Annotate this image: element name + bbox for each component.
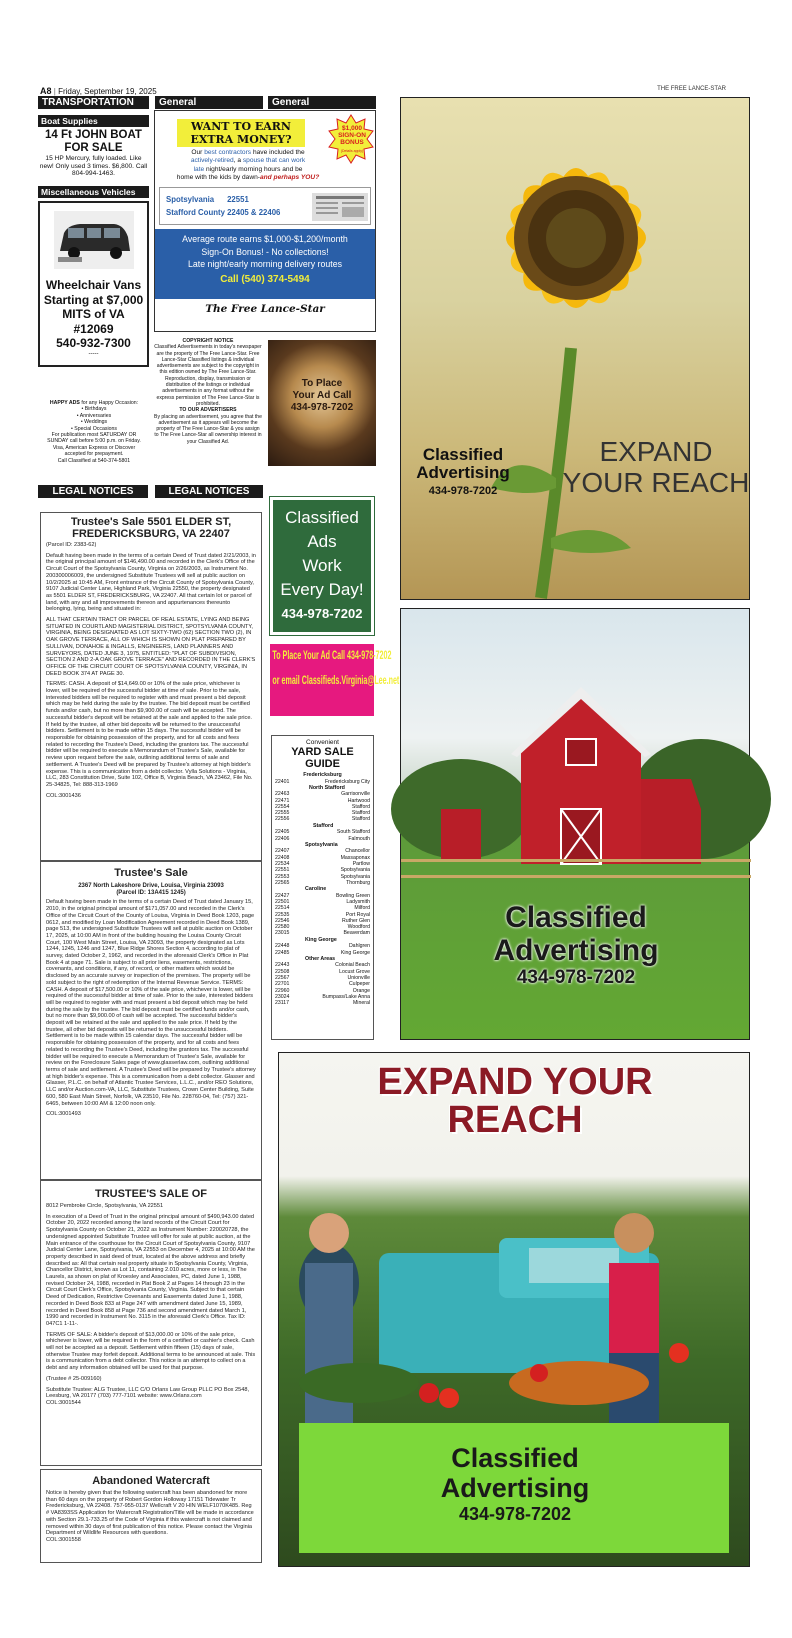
copyright-title: COPYRIGHT NOTICE — [182, 338, 234, 344]
section-legal-2: LEGAL NOTICES — [155, 485, 263, 498]
barn-ad[interactable] — [400, 608, 750, 1040]
yard-area: Hartwood — [347, 797, 370, 804]
yard-area: Spotsylvania — [340, 867, 370, 874]
section-boat-supplies: Boat Supplies — [38, 115, 149, 127]
yard-zip: 23024 — [275, 993, 290, 1000]
notice-paragraph: TERMS OF SALE: A bidder's deposit of $13,000.00 or 10% of the sale price, whichever is lower, will be required in the form of a certified or cashier's check. Cash will not be accepted as a deposit. Settlement within fifteen (15) days of sale, otherwise Trustee may forfeit deposit. Additional terms to be announced at sale. This is a communication from a debt collector. This notice is an attempt to collect on a debt and any information obtained will be used for that purpose. — [46, 1331, 256, 1372]
pink-place-ad[interactable] — [270, 644, 400, 716]
notice-paragraph: (Trustee # 25-009160) — [46, 1375, 102, 1382]
happy-info: For publication most SATURDAY OR SUNDAY call before 5:00 p.m. on Friday. Visa, American Express or Discover accepted for prepayment. — [47, 432, 141, 458]
yard-zip: 22501 — [275, 898, 290, 905]
coffee-phone: 434-978-7202 — [290, 402, 354, 413]
yard-area: Bumpass/Lake Anna — [322, 993, 370, 1000]
yard-area: Dahlgren — [348, 943, 370, 950]
yard-area: King George — [340, 949, 370, 956]
notice-col: COL:3001493 — [46, 1111, 81, 1118]
coffee-line: To Place — [301, 378, 343, 389]
yard-area: Milford — [354, 905, 370, 912]
notice-col: COL:3001544 — [46, 1399, 81, 1406]
notice-title: Abandoned Watercraft — [92, 1475, 210, 1487]
van-title: Wheelchair Vans Starting at $7,000 — [43, 278, 144, 307]
yard-group-heading: Fredericksburg — [303, 772, 342, 778]
earn-line-blue: late — [193, 165, 205, 173]
notice-title: TRUSTEE'S SALE OF — [94, 1188, 207, 1200]
bonus-burst-note: (Details apply) — [340, 149, 364, 153]
sunflower-phone: 434-978-7202 — [428, 485, 498, 497]
yard-area: Ladysmith — [346, 898, 370, 905]
yard-zip: 22565 — [275, 879, 290, 886]
legal-notice — [40, 860, 262, 1180]
earn-headline-1: WANT TO EARN — [191, 120, 291, 133]
yard-area: Beaverdam — [343, 930, 370, 937]
green-ad-line: Work — [302, 556, 342, 575]
yard-zip: 23015 — [275, 930, 290, 937]
happy-item: • Weddings — [80, 419, 108, 426]
earn-line-blue: actively-retired — [190, 157, 234, 165]
yard-group-heading: Stafford — [313, 822, 334, 829]
yard-area: Spotsylvania — [340, 873, 370, 880]
yard-area: Mineral — [352, 1000, 370, 1007]
market-expand-line: EXPAND YOUR — [377, 1061, 653, 1103]
yard-zip: 22553 — [275, 873, 290, 880]
happy-item: • Special Occasions — [71, 425, 117, 432]
yard-area: Stafford — [351, 803, 370, 810]
yard-zip: 22508 — [275, 968, 290, 975]
earn-money-ad[interactable] — [154, 110, 376, 332]
sunflower-expand — [561, 436, 751, 498]
earn-line: Our — [191, 149, 205, 156]
earn-line-blue: spouse that can work — [242, 157, 306, 165]
yard-zip: 22567 — [275, 974, 290, 981]
pink-ad-email: or email Classifieds.Virginia@Lee.net — [272, 675, 400, 687]
yard-zip: 22534 — [275, 860, 290, 867]
notice-paragraph: Default having been made in the terms of a certain Deed of Trust dated January 15, 2010, in the original principal amount of $171,057.00 and recorded in the Clerk's Office of the Circuit Court of the County of Louisa, Virginia in Deed Book 1203, page 0612, and modified by Loan Modification Agreement recorded in Deed Book 1389, page 513, the undersigned Substitute Trustees will sell at public auction on October 17, 2025, at 10:00 AM in front of the building housing the Louisa County Circuit Court, 100 West Main Street, Louisa, VA 23093, the property designated as Lots 1244, 1245, 1246 and 1247, Blue Ridge Shores Section 4, according to plat of survey, dated October 2, 1962, and recorded in the aforesaid Clerk's Office in Plat Book 4 at page 71. Sale is subject to all prior liens, easements, restrictions, covenants, and conditions, if any, of record, or other matters which would be disclosed by an accurate survey or inspection of the premises. The property will be sold subject to the right of redemption of the Internal Revenue Service. TERMS: CASH. A deposit of $17,500.00 or 10% of the sale price, whichever is lower, will be required of the successful bidder at time of sale. Prior to the sale, interested bidders will be required to register with and must present a bid deposit which may be held during the sale by the trustee. The bid deposit must be certified funds and/or cash, but no more than $9,900.00 of cash will be accepted. The successful bidder's deposit will be retained at the sale and applied to the sale price. If held by the trustee, all other bid deposits will be returned to the unsuccessful bidders. Settlement is to be made within 15 calendar days. The successful bidder will be responsible for obtaining possession of the property, and for all costs and fees related to recording the Trustee's Deed, including the grantors tax. The successful bidder will be required to execute a Memorandum of Trustee's Sale, available for review on the Foreclosure Sales page of www.glasserlaw.com, outlining additional terms of sale and settlement. A Trustee's Deed will be prepared by Trustee's attorney at high bidder's expense. This is a communication from a debt collector. Glasser and Glasser, P.L.C. on behalf of Atlantic Trustee Services, L.L.C., and/or REO Solutions, LLC and/or Auction.com-VA, LLC, Substitute Trustees, Crown Center Building, Suite 600, 580 East Main Street, Norfolk, VA 23510, File No. 228760-04, Tel: (757) 321-6465, between 10:00 AM & 12:00 noon only. — [46, 899, 256, 1107]
yard-group-heading: Caroline — [305, 886, 327, 893]
page-number: A8 — [40, 86, 52, 96]
notice-paragraph: Substitute Trustee: ALG Trustee, LLC C/O Orlans Law Group PLLC PO Box 2548, Leesburg, VA 20177 (703) 777-7101 website: www.Orlans.com — [46, 1386, 250, 1400]
earn-headline — [177, 119, 305, 147]
green-ad-line: Every Day! — [280, 580, 364, 599]
sunflower-line: Classified — [422, 445, 504, 464]
earn-call: Call (540) 374-5494 — [220, 273, 310, 285]
yard-zip: 22701 — [275, 981, 290, 988]
yard-area: Chancellor — [345, 848, 370, 855]
copyright-body-2: By placing an advertisement, you agree that the advertisement as it appears will become the property of The Free Lance-Star & you assign to The Free Lance-Star all ownership interest in your Classified Ad. — [154, 413, 262, 445]
notice-col: COL:3001436 — [46, 792, 81, 799]
notice-paragraph: TERMS: CASH. A deposit of $14,649.00 or 10% of the sale price, whichever is lower, will be required of the successful bidder at time of sale. Prior to the sale, interested bidders will be required to register with and must present a bid deposit which may be held during the sale by the trustee. The bid deposit must be certified funds and/or cash, but no more than $9,900.00 of cash will be accepted. The successful bidder's deposit will be retained at the sale and applied to the sale price. If held by the trustee, all other bid deposits will be returned to the unsuccessful bidders. Settlement is to be made within 15 days. The successful bidder will be responsible for obtaining possession of the property, and for all costs and fees related to recording the Trustee's Deed, including the grantors tax. The successful bidder will be required to execute a Memorandum of Trustee's Sale, available for review upon request before the sale, outlining additional terms of sale and settlement. A Trustee's Deed will be prepared by Trustee's attorney at high bidder's expense. This is a communication from a debt collector. Vylla Solutions - Virginia, LLC, 283 Constitution Drive, Suite 102, Office B, Virginia Beach, VA 23462, File No. 25-34825, Tel: 888-313-1969 — [46, 681, 253, 788]
barn-line: Advertising — [493, 934, 659, 967]
farmers-market-ad[interactable] — [278, 1052, 750, 1567]
boat-ad[interactable] — [38, 129, 149, 176]
coffee-line: Your Ad Call — [292, 390, 352, 401]
earn-line: night/early morning hours and be — [204, 165, 303, 173]
legal-notice — [40, 512, 262, 862]
section-misc-vehicles: Miscellaneous Vehicles — [38, 186, 149, 198]
page-header: A8 | Friday, September 19, 2025 THE FREE LANCE-STAR — [40, 86, 726, 96]
van-photo — [54, 211, 134, 269]
yard-zip: 22407 — [275, 848, 290, 855]
yard-area: Woodford — [347, 924, 370, 931]
notice-subtitle: 2367 North Lakeshore Drive, Louisa, Virginia 23093 — [78, 883, 224, 889]
newspaper-stack-icon — [312, 191, 368, 221]
copyright-body: Classified Advertisements in today's newspaper are the property of The Free Lance-Star. Free Lance-Star Classified listings & individual advertisements are subject to the copyright in this edition owned by The Free Lance-Star. Reproduction, display, transmission or distribution of the listings or individual advertisements in any format without the express permission of The Free Lance-Star is prohibited. — [154, 344, 262, 407]
earn-route-line: Average route earns $1,000-$1,200/month — [182, 234, 348, 244]
legal-notice — [40, 1469, 262, 1563]
yard-area: Massaponax — [340, 854, 370, 861]
paper-name: THE FREE LANCE-STAR — [657, 86, 726, 92]
yard-area: Ruther Glen — [342, 917, 370, 924]
copyright-notice — [154, 338, 262, 462]
coffee-ad-text — [268, 378, 376, 414]
yard-guide-pre: Convenient — [306, 739, 339, 746]
yard-group-heading: Other Areas — [305, 955, 336, 962]
pink-ad-line: To Place Your Ad Call 434-978-7202 — [272, 650, 392, 662]
yard-area: Locust Grove — [339, 968, 370, 975]
earn-route-box — [155, 229, 375, 299]
yard-area: Culpeper — [348, 981, 370, 988]
section-legal-1: LEGAL NOTICES — [38, 485, 148, 498]
yard-zip: 22556 — [275, 816, 290, 823]
page-date: Friday, September 19, 2025 — [58, 87, 157, 96]
yard-zip: 22448 — [275, 943, 290, 950]
yard-area: Bowling Green — [335, 892, 370, 899]
yard-area: Colonial Beach — [335, 962, 370, 969]
earn-line-red: and perhaps YOU? — [259, 174, 320, 182]
yard-zip: 22443 — [275, 962, 290, 969]
yard-zip: 22405 — [275, 829, 290, 836]
sunflower-image — [401, 98, 751, 601]
earn-line: have included the — [251, 149, 305, 156]
yard-area: Falmouth — [348, 835, 370, 842]
coffee-place-ad[interactable] — [268, 340, 376, 466]
section-general-2: General — [268, 96, 376, 109]
sunflower-classified — [403, 446, 523, 500]
yard-zip: 23117 — [275, 1000, 290, 1007]
sunflower-ad[interactable] — [400, 97, 750, 600]
yard-zip: 22401 — [275, 778, 290, 785]
green-ad-line: Classified — [285, 508, 359, 527]
yard-zip: 22580 — [275, 924, 290, 931]
yard-zip: 22554 — [275, 803, 290, 810]
barn-line: Classified — [505, 901, 647, 934]
yard-area: Unionville — [347, 974, 370, 981]
yard-area: Stafford — [351, 816, 370, 823]
notice-col: COL:3001558 — [46, 1536, 81, 1543]
notice-paragraph: ALL THAT CERTAIN TRACT OR PARCEL OF REAL ESTATE, LYING AND BEING SITUATED IN COURTLAND MAGISTERIAL DISTRICT, SPOTSYLVANIA COUNTY, VIRGINIA, BEING DESIGNATED AS LOT SIXTY-TWO (62) SECTION TWO (2), IN OAK GROVE TERRACE, ALL OF WHICH IS SHOWN ON PLAT PREPARED BY SULLIVAN, DONAHOE & INGALLS, ENGINEERS, LAND PLANNERS AND SURVEYORS, DATED JUNE 3, 1975, ENTITLED: "PLAT OF SUBDIVISION, SECTION 2 AND 2-A OAK GROVE TERRACE" AND RECORDED IN THE CLERK'S OFFICE OF THE CIRCUIT COURT OF SPOTSYLVANIA COUNTY, VIRGINIA, IN DEED BOOK 374 AT PAGE 30. — [46, 617, 256, 677]
wheelchair-van-ad[interactable] — [38, 201, 149, 367]
yard-group-heading: North Stafford — [309, 784, 345, 791]
yard-zip: 22514 — [275, 905, 290, 912]
earn-line-blue: best contractors — [204, 149, 252, 156]
yard-area: Partlow — [352, 860, 370, 867]
notice-address: 8012 Pembroke Circle, Spotsylvania, VA 22551 — [46, 1203, 164, 1209]
market-expand — [299, 1063, 731, 1139]
yard-zip: 22960 — [275, 987, 290, 994]
notice-paragraph: Default having been made in the terms of a certain Deed of Trust dated 2/21/2003, in the original principal amount of $146,490.00 and recorded in the Clerk's Office of the Circuit Court of the Spotsylvania County, Virginia on 2/26/2003, as Instrument No. 200300006009, the undersigned Substitute Trustees will sell at public auction on 10/2/2025 at 10:45 AM, Front entrance of the Circuit County of Spotsylvania County, 9107 Judicial Center Lane, Highland Park, Virginia 22550, the property designated as 5501 ELDER ST, FREDERICKSBURG, VA 22407. All that certain lot or parcel of land, with any and all improvements thereon and appurtenances thereunto belonging, lying, being and situated in: — [46, 552, 256, 613]
happy-ads[interactable] — [40, 400, 148, 464]
happy-item: • Anniversaries — [76, 412, 112, 419]
notice-parcel: (Parcel ID: 2383-62) — [46, 542, 97, 548]
yard-row — [275, 1000, 370, 1006]
bonus-burst-text: $1,000 SIGN-ON BONUS — [338, 125, 366, 146]
happy-item: • Birthdays — [81, 406, 107, 413]
notice-paragraph: In execution of a Deed of Trust in the original principal amount of $490,943.00 dated October 20, 2022 recorded among the land records of the Circuit Court for Spotsylvania County on October 21, 2022 as Instrument Number: 220020728, the undersigned appointed Substitute Trustee will offer for sale at public auction, at the Main entrance of the courthouse for the Circuit Court of Spotsylvania County, 9107 Judicial Center Lane, Spotsylvania, VA 22553 on December 4, 2025 at 10:00 AM the property described in said deed of trust, located at the above address and briefly described as: All that certain real property situate in Spotsylvania County, Virginia, Chancellor District, known as Lot 11, containing 2.010 acres, more or less, in The Laurels, as shown on plat of Kroesley and Associates, PC, dated June 1, 1988, revised October 24, 1988, recorded in Plat Book 2 at Pages 14 through 23 in the Circuit Court Clerk's Office, Spotsylvania County, Virginia. Subject to that certain Deed of Dedication, Restrictive Covenants and Easements dated June 1, 1988, recorded in Deed Book 833 at Page 247 with amendment dated June 15, 1989, recorded in Deed Book 858 at Page 736 and second amendment dated March 1, 1990 and recorded in Instrument No. 3115 in the aforesaid Clerk's Office. Tax ID: 047C1 1-11-. — [46, 1213, 255, 1327]
earn-pitch — [165, 149, 331, 183]
sunflower-expand-line: YOUR REACH — [562, 467, 750, 498]
earn-line: home with the kids by dawn- — [176, 174, 260, 182]
notice-subtitle: (Parcel ID: 13A415 1245) — [116, 889, 186, 896]
boat-body: 15 HP Mercury, fully loaded. Like new! Only used 3 times. $6,800. Call 804-994-1463. — [39, 155, 148, 178]
earn-headline-2: EXTRA MONEY? — [190, 133, 292, 146]
yard-area: Port Royal — [345, 911, 370, 918]
market-classified — [359, 1443, 671, 1525]
sunflower-line: Advertising — [416, 463, 510, 482]
yard-area: Fredericksburg City — [325, 778, 370, 785]
yard-sale-guide[interactable] — [271, 735, 374, 1040]
yard-area: Garrisonville — [341, 791, 370, 798]
yard-group-heading: Spotsylvania — [305, 841, 338, 848]
earn-area: Stafford County 22405 & 22406 — [166, 208, 281, 217]
market-phone: 434-978-7202 — [458, 1504, 572, 1524]
yard-zip: 22535 — [275, 911, 290, 918]
earn-areas — [159, 187, 371, 225]
earn-logo: The Free Lance-Star — [205, 303, 325, 315]
van-dash: ----- — [88, 351, 99, 357]
yard-group-heading: King George — [305, 936, 337, 943]
yard-area: Orange — [352, 987, 370, 994]
earn-route-line: Late night/early morning delivery routes — [187, 259, 343, 269]
yard-area: Thornburg — [346, 879, 370, 886]
yard-zip: 22471 — [275, 797, 290, 804]
yard-area: South Stafford — [336, 829, 370, 836]
sunflower-expand-line: EXPAND — [599, 436, 713, 467]
earn-area: Spotsylvania 22551 — [166, 195, 249, 204]
van-dealer: MITS of VA #12069 — [62, 307, 125, 336]
legal-notice — [40, 1180, 262, 1466]
yard-zip: 22555 — [275, 810, 290, 817]
yard-zip: 22463 — [275, 791, 290, 798]
market-line: Advertising — [440, 1473, 590, 1503]
yard-zip: 22546 — [275, 917, 290, 924]
earn-line: , a — [233, 157, 243, 165]
market-line: Classified — [451, 1443, 579, 1473]
yard-zip: 22485 — [275, 949, 290, 956]
section-general-1: General — [155, 96, 263, 109]
yard-guide-title: YARD SALE GUIDE — [291, 746, 354, 770]
happy-lead: HAPPY ADS — [49, 400, 80, 406]
yard-guide-list — [275, 772, 370, 1006]
market-expand-line: REACH — [447, 1099, 583, 1141]
yard-area: Stafford — [351, 810, 370, 817]
earn-route-line: Sign-On Bonus! - No collections! — [201, 246, 329, 257]
notice-paragraph: Notice is hereby given that the following watercraft has been abandoned for more than 60 days on the property of Robert Gordon Holloway 17151 Tidewater Tr Fredericksburg, VA 22408. 757-955-0137 Wellcraft V 20 HIN WELF1070K485. Reg # VA8393SS Application for Watercraft Registration/Title will be made in accordance with Section 29.1-733.25 of the Code of Virginia if this watercraft is not claimed and removed within 30 days of first publication of this notice. Please contact the Virginia Department of Wildlife Resources with questions. — [46, 1490, 254, 1537]
yard-zip: 22406 — [275, 835, 290, 842]
yard-zip: 22427 — [275, 892, 290, 899]
van-phone: 540-932-7300 — [56, 336, 131, 350]
copyright-title-2: TO OUR ADVERTISERS — [179, 407, 237, 414]
boat-title: 14 Ft JOHN BOAT FOR SALE — [45, 129, 142, 154]
notice-title: Trustee's Sale — [114, 867, 188, 879]
happy-text: for any Happy Occasion: — [81, 400, 139, 406]
yard-zip: 22551 — [275, 867, 290, 874]
barn-phone: 434-978-7202 — [516, 967, 636, 988]
happy-call: Call Classified at 540-374-5801 — [57, 457, 131, 464]
green-ad-line: Ads — [307, 532, 337, 551]
classified-ads-work-ad[interactable] — [270, 497, 374, 635]
barn-classified — [451, 901, 701, 989]
section-transportation: TRANSPORTATION — [38, 96, 149, 109]
notice-title: Trustee's Sale 5501 ELDER ST, FREDERICKSBURG, VA 22407 — [70, 516, 232, 540]
yard-zip: 22408 — [275, 854, 290, 861]
green-ad-phone: 434-978-7202 — [281, 606, 363, 621]
